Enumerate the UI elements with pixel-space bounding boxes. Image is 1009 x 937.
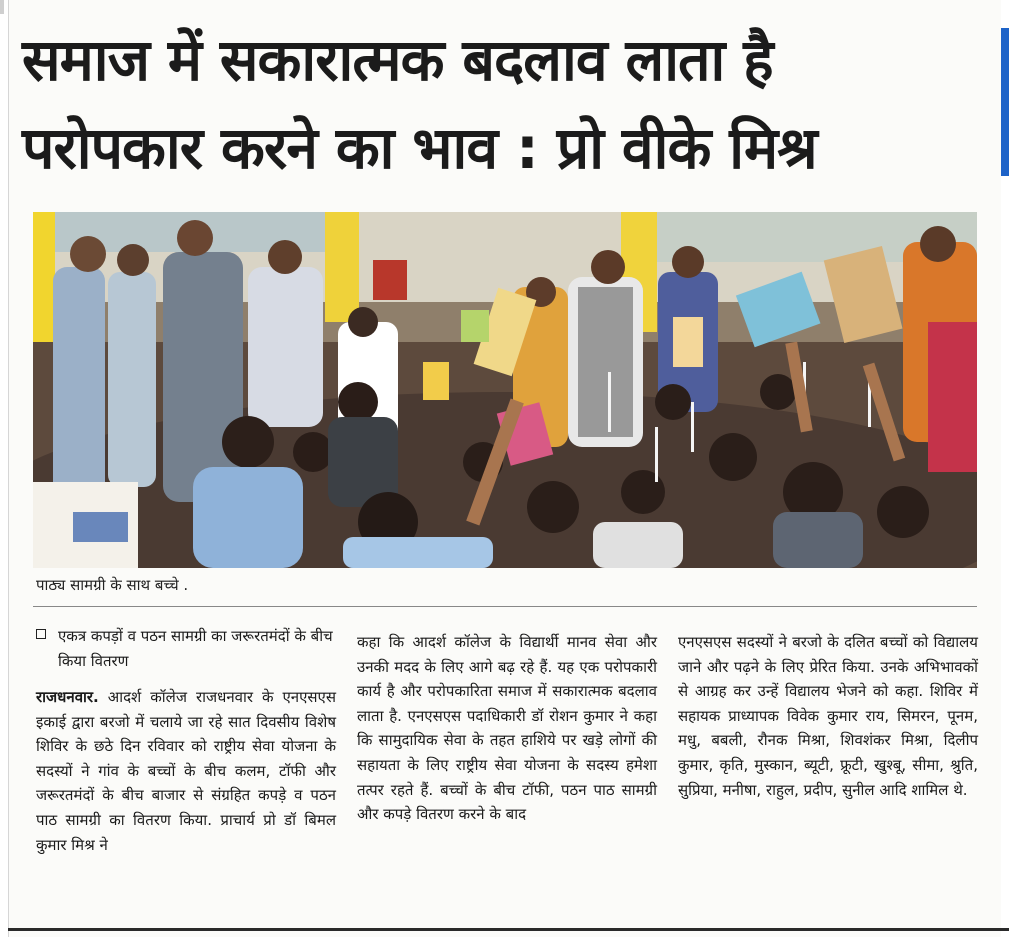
bottom-border [8,928,1009,931]
article-column-3 [678,630,978,802]
margin-mark [0,0,4,14]
headline [22,16,992,192]
caption-divider [33,606,977,607]
left-border [8,0,9,937]
article-text-3: एनएसएस सदस्यों ने बरजो के दलित बच्चों को विद्यालय जाने और पढ़ने के लिए प्रेरित किया. उनके अभिभावकों से आग्रह कर उन्हें विद्यालय भेजने को कहा. शिविर में सहायक प्राध्यापक विवेक कुमार राय, सिमरन, पूनम, मधु, बबली, रौनक मिश्रा, शिवशंकर मिश्रा, दिलीप कुमार, कृति, मुस्कान, ब्यूटी, फ्रूटी, खुश्बू, सीमा, श्रुति, सुप्रिया, मनीषा, राहुल, प्रदीप, सुनील आदि शामिल थे. [678,633,978,799]
article-text-2: कहा कि आदर्श कॉलेज के विद्यार्थी मानव सेवा और उनकी मदद के लिए आगे बढ़ रहे हैं. यह एक परोपकारी कार्य है और परोपकारिता समाज में सकारात्मक बदलाव लाता है. एनएसएस पदाधिकारी डॉ रोशन कुमार ने कहा कि सामुदायिक सेवा के तहत हाशिये पर खड़े लोगों की सहायता के लिए राष्ट्रीय सेवा योजना के सदस्य हमेशा तत्पर रहते हैं. बच्चों के बीच टॉफी, पठन पाठ सामग्री और कपड़े वितरण करने के बाद [357,633,657,824]
photo-caption: पाठ्य सामग्री के साथ बच्चे . [36,576,189,594]
article-column-1 [36,685,336,857]
square-bullet-icon [36,629,46,639]
article-column-2 [357,630,657,827]
dateline: राजधनवार. [36,688,99,706]
crowd-photo-illustration [33,212,977,568]
accent-edge [1001,28,1009,176]
headline-line-2: परोपकार करने का भाव : प्रो वीके मिश्र [22,114,817,182]
highlight-text: एकत्र कपड़ों व पठन सामग्री का जरूरतमंदों के बीच किया वितरण [58,627,333,670]
article-text-1: आदर्श कॉलेज राजधनवार के एनएसएस इकाई द्वारा बरजो में चलाये जा रहे सात दिवसीय विशेष शिविर के छठे दिन रविवार को राष्ट्रीय सेवा योजना के सदस्यों ने गांव के बच्चों के बीच कलम, टॉफी और जरूरतमंदों के बीच बाजार से संग्रहित कपड़े व पठन पाठ सामग्री का वितरण किया. प्राचार्य प्रो डॉ बिमल कुमार मिश्र ने [36,688,336,854]
news-photo [33,212,977,568]
headline-line-1: समाज में सकारात्मक बदलाव लाता है [22,26,773,94]
